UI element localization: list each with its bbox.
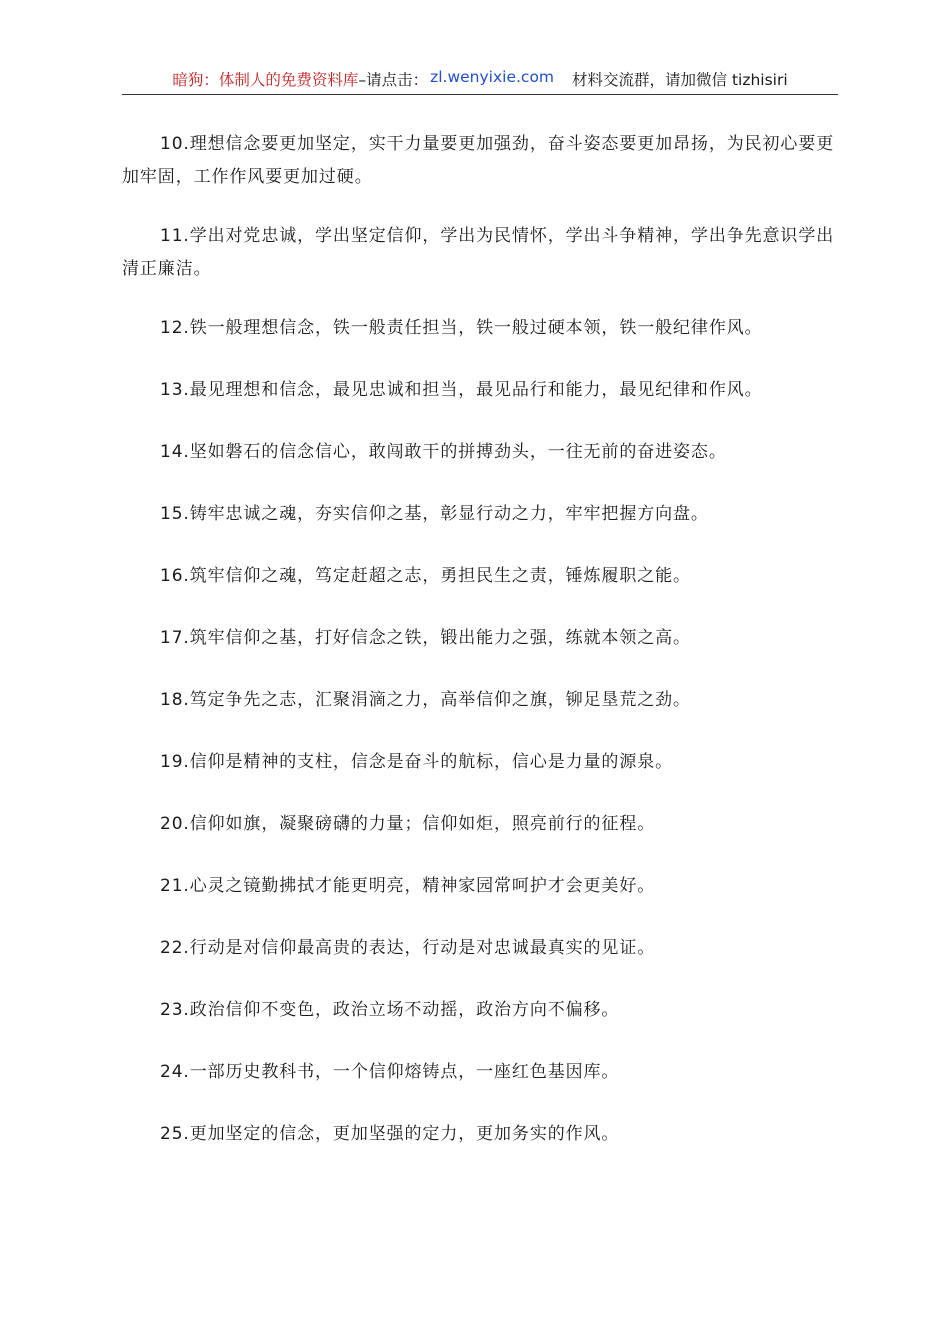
document-body [122, 128, 840, 1180]
list-item: 20.信仰如旗，凝聚磅礴的力量；信仰如炬，照亮前行的征程。 [160, 814, 656, 834]
list-item: 16.筑牢信仰之魂，笃定赶超之志，勇担民生之责，锤炼履职之能。 [160, 566, 691, 586]
list-item: 24.一部历史教科书，一个信仰熔铸点，一座红色基因库。 [160, 1062, 620, 1082]
list-item: 11.学出对党忠诚，学出坚定信仰，学出为民情怀，学出斗争精神，学出争先意识学出清正廉洁。 [122, 226, 835, 279]
list-item: 17.筑牢信仰之基，打好信念之铁，锻出能力之强，练就本领之高。 [160, 628, 691, 648]
list-item: 25.更加坚定的信念，更加坚强的定力，更加务实的作风。 [160, 1124, 620, 1144]
list-item: 12.铁一般理想信念，铁一般责任担当，铁一般过硬本领，铁一般纪律作风。 [160, 318, 763, 338]
header-link[interactable]: zl.wenyixie.com [430, 68, 555, 86]
header-prompt: –请点击： [358, 71, 429, 89]
header-contact: 材料交流群，请加微信 tizhisiri [572, 71, 788, 89]
list-item: 21.心灵之镜勤拂拭才能更明亮，精神家园常呵护才会更美好。 [160, 876, 656, 896]
list-item: 18.笃定争先之志，汇聚涓滴之力，高举信仰之旗，铆足垦荒之劲。 [160, 690, 691, 710]
list-item: 22.行动是对信仰最高贵的表达，行动是对忠诚最真实的见证。 [160, 938, 656, 958]
list-item: 13.最见理想和信念，最见忠诚和担当，最见品行和能力，最见纪律和作风。 [160, 380, 763, 400]
list-item: 19.信仰是精神的支柱，信念是奋斗的航标，信心是力量的源泉。 [160, 752, 674, 772]
list-item: 14.坚如磐石的信念信心，敢闯敢干的拼搏劲头，一往无前的奋进姿态。 [160, 442, 727, 462]
list-item: 23.政治信仰不变色，政治立场不动摇，政治方向不偏移。 [160, 1000, 620, 1020]
page-header [122, 68, 838, 95]
list-item: 10.理想信念要更加坚定，实干力量要更加强劲，奋斗姿态要更加昂扬，为民初心要更加牢固，工作作风要更加过硬。 [122, 134, 835, 187]
header-brand: 暗狗：体制人的免费资料库 [172, 71, 359, 89]
list-item: 15.铸牢忠诚之魂，夯实信仰之基，彰显行动之力，牢牢把握方向盘。 [160, 504, 709, 524]
